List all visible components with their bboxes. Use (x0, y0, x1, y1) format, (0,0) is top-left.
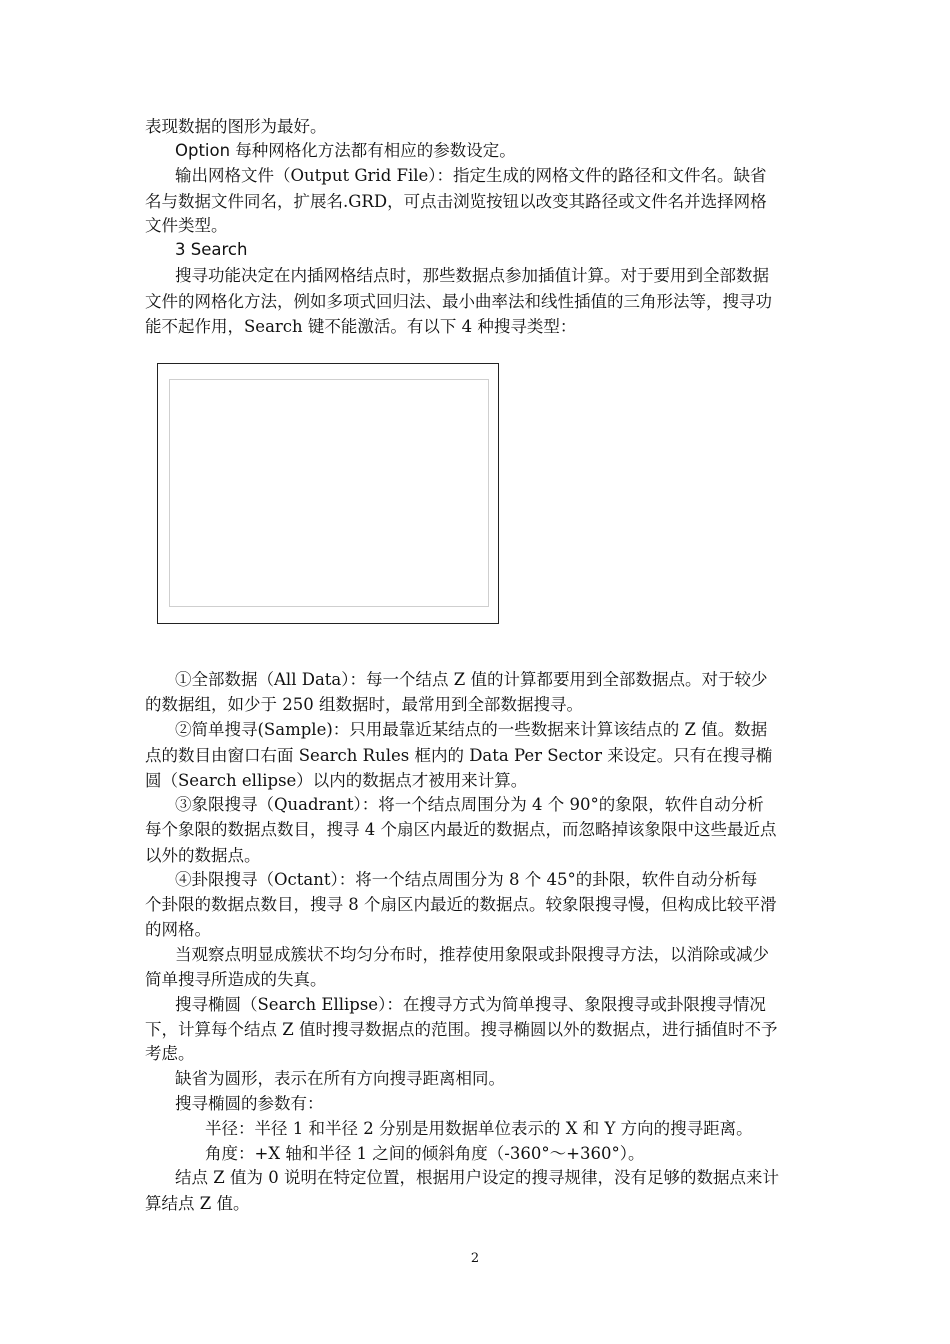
text-line: 搜寻椭圆的参数有： (175, 1094, 324, 1113)
text-line: 能不起作用，Search 键不能激活。有以下 4 种搜寻类型： (145, 317, 577, 336)
text-line: ②简单搜寻(Sample)：只用最靠近某结点的一些数据来计算该结点的 Z 值。数据 (175, 720, 768, 739)
text-line: 每个象限的数据点数目，搜寻 4 个扇区内最近的数据点，而忽略掉该象限中这些最近点 (145, 820, 777, 839)
text-line: 圆（Search ellipse）以内的数据点才被用来计算。 (145, 771, 528, 790)
text-line: 的数据组，如少于 250 组数据时，最常用到全部数据搜寻。 (145, 695, 583, 714)
text-line: 算结点 Z 值。 (145, 1194, 250, 1213)
text-line: 文件类型。 (145, 216, 228, 235)
page-number: 2 (470, 1251, 480, 1266)
text-line: 输出网格文件（Output Grid File）：指定生成的网格文件的路径和文件名。缺省 (175, 166, 767, 185)
text-line: 搜寻功能决定在内插网格结点时，那些数据点参加插值计算。对于要用到全部数据 (175, 266, 769, 285)
text-line: 搜寻椭圆（Search Ellipse）：在搜寻方式为简单搜寻、象限搜寻或卦限搜寻情况 (175, 995, 766, 1014)
text-line: 的网格。 (145, 920, 211, 939)
text-line: 简单搜寻所造成的失真。 (145, 970, 327, 989)
text-line: 表现数据的图形为最好。 (145, 117, 327, 136)
section-heading: 3 Search (175, 240, 248, 259)
text-line: 缺省为圆形，表示在所有方向搜寻距离相同。 (175, 1069, 505, 1088)
text-line: 个卦限的数据点数目，搜寻 8 个扇区内最近的数据点。较象限搜寻慢，但构成比较平滑 (145, 895, 777, 914)
text-line: 点的数目由窗口右面 Search Rules 框内的 Data Per Sector 来设定。只有在搜寻椭 (145, 746, 773, 765)
text-line: 半径：半径 1 和半径 2 分别是用数据单位表示的 X 和 Y 方向的搜寻距离。 (205, 1119, 753, 1138)
text-line: 文件的网格化方法，例如多项式回归法、最小曲率法和线性插值的三角形法等，搜寻功 (145, 292, 772, 311)
text-line: 名与数据文件同名，扩展名.GRD，可点击浏览按钮以改变其路径或文件名并选择网格 (145, 192, 767, 211)
text-line: ③象限搜寻（Quadrant）：将一个结点周围分为 4 个 90°的象限，软件自动分析 (175, 795, 764, 814)
text-line: 考虑。 (145, 1044, 195, 1063)
figure-placeholder (157, 363, 499, 624)
figure-inner-border (169, 379, 489, 607)
text-line: 结点 Z 值为 0 说明在特定位置，根据用户设定的搜寻规律，没有足够的数据点来计 (175, 1168, 779, 1187)
text-line: 角度：+X 轴和半径 1 之间的倾斜角度（-360°～+360°）。 (205, 1144, 645, 1163)
text-line: 下，计算每个结点 Z 值时搜寻数据点的范围。搜寻椭圆以外的数据点，进行插值时不予 (145, 1020, 778, 1039)
text-line: ①全部数据（All Data）：每一个结点 Z 值的计算都要用到全部数据点。对于较少 (175, 670, 768, 689)
text-line: 以外的数据点。 (145, 846, 261, 865)
text-line: Option 每种网格化方法都有相应的参数设定。 (175, 141, 516, 160)
text-line: 当观察点明显成簇状不均匀分布时，推荐使用象限或卦限搜寻方法，以消除或减少 (175, 945, 769, 964)
text-line: ④卦限搜寻（Octant）：将一个结点周围分为 8 个 45°的卦限，软件自动分析每 (175, 870, 758, 889)
